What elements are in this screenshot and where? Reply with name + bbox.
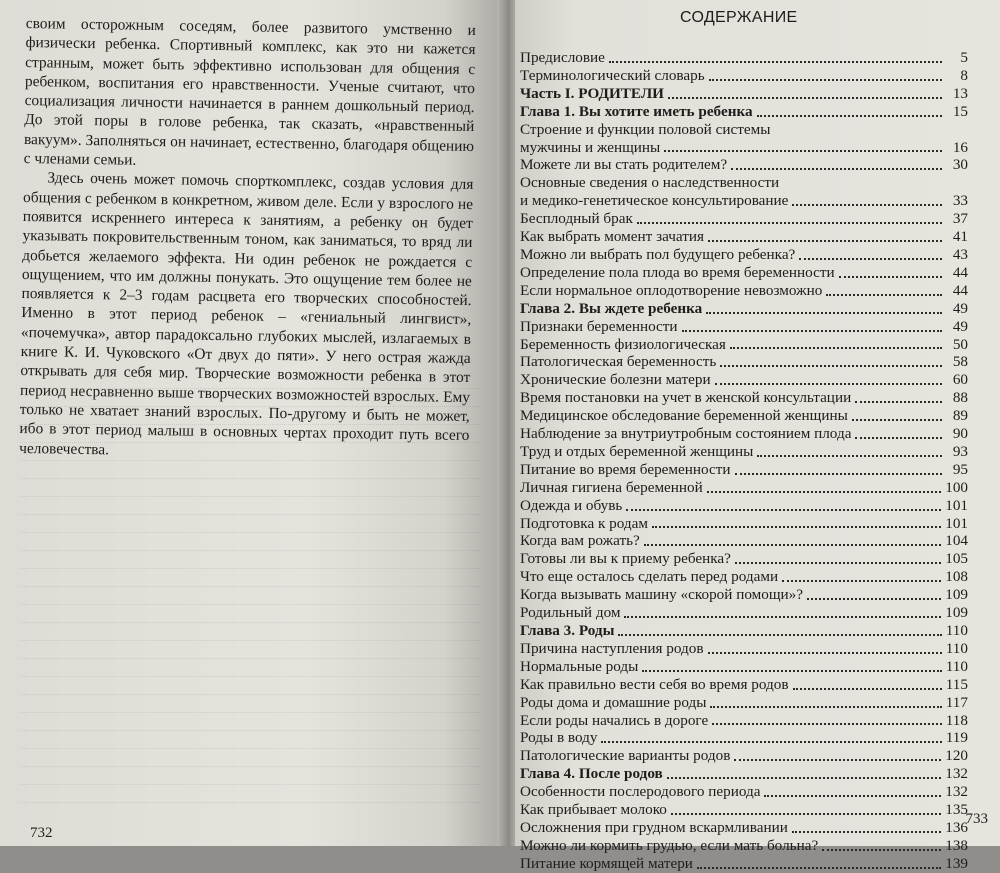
- toc-leader-dots: [715, 383, 942, 385]
- toc-entry-title: Можно ли выбрать пол будущего ребенка?: [520, 245, 796, 263]
- toc-leader-dots: [822, 849, 941, 851]
- toc-entry: [520, 192, 968, 210]
- toc-leader-dots: [664, 150, 942, 152]
- toc-entry: [520, 676, 968, 694]
- toc-leader-dots: [764, 795, 941, 797]
- toc-entry-title: Хронические болезни матери: [520, 371, 711, 389]
- toc-entry-page: 120: [945, 747, 968, 765]
- toc-entry-title: Определение пола плода во время беременности: [520, 263, 835, 281]
- toc-entry-page: 138: [945, 836, 968, 854]
- toc-entry-title: Патологические варианты родов: [520, 747, 731, 765]
- toc-leader-dots: [707, 491, 941, 493]
- toc-leader-dots: [671, 813, 941, 815]
- toc-entry-page: 33: [952, 192, 968, 210]
- toc-entry-title: Бесплодный брак: [520, 210, 633, 228]
- toc-entry: [520, 425, 968, 443]
- toc-entry-page: 44: [952, 281, 968, 299]
- toc-leader-dots: [782, 580, 941, 582]
- toc-entry-title: Когда вам рожать?: [520, 532, 640, 550]
- toc-leader-dots: [735, 562, 941, 564]
- toc-entry-page: 49: [952, 317, 968, 335]
- left-page: [0, 0, 505, 846]
- toc-entry-title: Как прибывает молоко: [520, 801, 667, 819]
- toc-entry: [520, 336, 968, 354]
- toc-entry: [520, 228, 968, 246]
- toc-entry-page: 44: [952, 263, 968, 281]
- toc-entry: [520, 49, 968, 67]
- toc-entry-title: Питание кормящей матери: [520, 854, 693, 872]
- toc-entry: [520, 801, 968, 819]
- toc-entry-title: Личная гигиена беременной: [520, 478, 703, 496]
- toc-entry: [520, 819, 968, 837]
- toc-entry: [520, 318, 968, 336]
- toc-leader-dots: [792, 831, 941, 833]
- toc-entry: [520, 658, 968, 676]
- toc-entry: [520, 300, 968, 318]
- toc-entry-page: 58: [952, 353, 968, 371]
- toc-entry-title: Подготовка к родам: [520, 514, 648, 532]
- toc-entry-title: Медицинское обследование беременной женщины: [520, 407, 848, 425]
- toc-entry-title: Нормальные роды: [520, 657, 639, 675]
- toc-entry: [520, 264, 968, 282]
- toc-entry-page: 43: [952, 245, 968, 263]
- toc-entry-page: 109: [945, 586, 968, 604]
- toc-entry-page: 105: [945, 550, 968, 568]
- toc-entry-page: 60: [952, 371, 968, 389]
- toc-entry-page: 117: [945, 693, 968, 711]
- toc-entry: [520, 479, 968, 497]
- toc-entry-title: и медико-генетическое консультирование: [520, 192, 789, 210]
- toc-leader-dots: [706, 312, 942, 314]
- toc-entry-page: 15: [952, 102, 968, 120]
- toc-entry: [520, 85, 968, 103]
- toc-entry-title: Особенности послеродового периода: [520, 783, 761, 801]
- toc-leader-dots: [708, 652, 942, 654]
- toc-entry-page: 110: [945, 622, 968, 639]
- toc-entry-page: 110: [945, 657, 968, 675]
- page-number-right: 733: [965, 811, 988, 827]
- toc-entry-page: 8: [960, 66, 968, 84]
- toc-entry-title: Когда вызывать машину «скорой помощи»?: [520, 586, 803, 604]
- toc-entry: [520, 515, 968, 533]
- toc-leader-dots: [652, 526, 941, 528]
- toc-entry-page: 108: [945, 568, 968, 586]
- toc-leader-dots: [667, 777, 941, 779]
- toc-entry-title: Основные сведения о наследственности: [520, 174, 780, 192]
- toc-leader-dots: [601, 741, 941, 743]
- toc-entry-page: 118: [945, 711, 968, 729]
- toc-entry-page: 104: [945, 532, 968, 550]
- toc-entry-title: Можно ли кормить грудью, если мать больна?: [520, 836, 819, 854]
- toc-entry-page: 110: [945, 639, 968, 657]
- toc-entry-page: 5: [960, 49, 968, 66]
- toc-leader-dots: [708, 240, 942, 242]
- toc-leader-dots: [730, 347, 942, 349]
- toc-entry-page: 132: [945, 783, 968, 801]
- toc-entry: [520, 604, 968, 622]
- toc-entry-page: 13: [952, 84, 968, 102]
- toc-entry: [520, 712, 968, 730]
- toc-leader-dots: [793, 688, 942, 690]
- toc-entry-page: 132: [945, 765, 968, 783]
- toc-entry: [520, 389, 968, 407]
- toc-leader-dots: [712, 723, 942, 725]
- toc-leader-dots: [799, 258, 942, 260]
- toc-entry-title: Причина наступления родов: [520, 639, 704, 657]
- toc-leader-dots: [855, 401, 942, 403]
- toc-entry-page: 101: [945, 514, 968, 532]
- toc-entry: [520, 353, 968, 371]
- toc-entry-page: 139: [945, 854, 968, 872]
- toc-entry-title: Если нормальное оплодотворение невозможно: [520, 281, 823, 299]
- toc-entry-title: Как выбрать момент зачатия: [520, 228, 704, 246]
- toc-leader-dots: [731, 168, 942, 170]
- toc-entry: [520, 747, 968, 765]
- toc-entry-page: 109: [945, 604, 968, 622]
- toc-entry-page: 93: [952, 442, 968, 460]
- toc-leader-dots: [644, 544, 941, 546]
- toc-entry-title: Глава 2. Вы ждете ребенка: [520, 299, 703, 317]
- toc-leader-dots: [839, 276, 942, 278]
- toc-leader-dots: [807, 598, 941, 600]
- toc-entry-title: Труд и отдых беременной женщины: [520, 442, 754, 460]
- toc-leader-dots: [855, 437, 942, 439]
- toc-entry: [520, 174, 968, 192]
- toc-leader-dots: [710, 706, 941, 708]
- toc-entry-title: Одежда и обувь: [520, 496, 623, 514]
- toc-entry-title: Готовы ли вы к приему ребенка?: [520, 550, 731, 568]
- toc-entry: [520, 783, 968, 801]
- toc-entry-page: 95: [952, 460, 968, 478]
- toc-entry: [520, 156, 968, 174]
- toc-entry-page: 89: [952, 407, 968, 425]
- toc-entry-title: Время постановки на учет в женской консультации: [520, 389, 852, 407]
- toc-leader-dots: [609, 61, 942, 63]
- toc-entry: [520, 550, 968, 568]
- toc-entry-title: Роды в воду: [520, 729, 598, 747]
- toc-leader-dots: [697, 867, 941, 869]
- left-page-body: [19, 14, 476, 465]
- toc-entry: [520, 461, 968, 479]
- page-number-left: 732: [30, 825, 53, 841]
- toc-entry-title: Осложнения при грудном вскармливании: [520, 818, 788, 836]
- toc-entry-page: 136: [945, 818, 968, 836]
- paragraph: Здесь очень может помочь спорткомплекс, создав условия для общения с ребенком в конкретном, живом деле. Если у взрослого не появится искреннего интереса к занятиям, а ребенку он будет указывать покровительственным тоном, как заниматься, то вряд ли добьется желаемого эффекта. Ни один ребенок не рождается с ощущением, что им должны понукать. Это ощущение тем более не появляется к 2–3 годам расцвета его творческих способностей. Именно в этот период ребенок – «гениальный лингвист», «почемучка», автор парадоксально глубоких мыслей, излагаемых в книге К. И. Чуковского «От двух до пяти». У него острая жажда открывать для себя мир. Творческие возможности ребенка в этот период несравненно выше творческих возможностей взрослых. Ему только не хватает знаний взрослых. По-другому и быть не может, ибо в этот период малыш в основных чертах проходит путь всего человечества.: [19, 169, 474, 458]
- toc-entry-page: 49: [952, 299, 968, 317]
- toc-entry: [520, 371, 968, 389]
- toc-entry-title: Глава 4. После родов: [520, 765, 663, 783]
- toc-entry-title: мужчины и женщины: [520, 138, 661, 156]
- toc-entry-page: 100: [945, 478, 968, 496]
- toc-entry: [520, 282, 968, 300]
- toc-entry: [520, 729, 968, 747]
- paragraph: своим осторожным соседям, более развитого умственно и физически ребенка. Спортивный комплекс, как это ни кажется странным, может быть эффективно использован для общения с ребенком, воспитания его нравственности. Ученые считают, что социализация личности начинается в раннем дошкольный период. До этой поры в голове ребенка, так сказать, «нравственный вакуум». Заполняться он начинает, естественно, благодаря общению с членами семьи.: [23, 14, 476, 169]
- toc-entry: [520, 103, 968, 121]
- toc-entry: [520, 568, 968, 586]
- toc-entry-page: 88: [952, 389, 968, 407]
- toc-entry: [520, 67, 968, 85]
- toc-entry-page: 41: [952, 228, 968, 246]
- toc-entry: [520, 586, 968, 604]
- toc-entry: [520, 443, 968, 461]
- toc-entry-title: Роды дома и домашние роды: [520, 693, 707, 711]
- toc-entry-title: Можете ли вы стать родителем?: [520, 156, 728, 174]
- toc-title: СОДЕРЖАНИЕ: [680, 9, 798, 26]
- toc-entry: [520, 694, 968, 712]
- toc-leader-dots: [826, 294, 942, 296]
- toc-entry-page: 101: [945, 496, 968, 514]
- toc-leader-dots: [757, 455, 942, 457]
- toc-entry-page: 37: [952, 210, 968, 228]
- toc-entry-page: 30: [952, 156, 968, 174]
- toc-leader-dots: [735, 473, 943, 475]
- toc-entry-page: 119: [945, 729, 968, 747]
- toc-entry: [520, 210, 968, 228]
- toc-entry-title: Что еще осталось сделать перед родами: [520, 568, 779, 586]
- toc-entry-title: Родильный дом: [520, 604, 621, 622]
- toc-entry: [520, 855, 968, 873]
- toc-entry-page: 115: [945, 675, 968, 693]
- table-of-contents: [520, 49, 968, 873]
- toc-leader-dots: [642, 670, 941, 672]
- toc-entry-title: Часть I. РОДИТЕЛИ: [520, 84, 664, 102]
- toc-leader-dots: [637, 222, 942, 224]
- toc-entry: [520, 407, 968, 425]
- toc-entry-title: Предисловие: [520, 49, 605, 66]
- toc-leader-dots: [668, 97, 942, 99]
- toc-leader-dots: [792, 204, 942, 206]
- toc-entry-title: Патологическая беременность: [520, 353, 717, 371]
- toc-entry: [520, 622, 968, 640]
- toc-entry-title: Глава 3. Роды: [520, 622, 615, 639]
- toc-entry-title: Признаки беременности: [520, 317, 678, 335]
- toc-entry-title: Если роды начались в дороге: [520, 711, 709, 729]
- toc-entry-title: Строение и функции половой системы: [520, 120, 771, 138]
- toc-entry-title: Глава 1. Вы хотите иметь ребенка: [520, 102, 753, 120]
- toc-leader-dots: [734, 759, 941, 761]
- toc-leader-dots: [709, 79, 942, 81]
- toc-entry-title: Беременность физиологическая: [520, 335, 726, 353]
- toc-entry: [520, 246, 968, 264]
- toc-entry: [520, 765, 968, 783]
- toc-leader-dots: [624, 616, 941, 618]
- toc-leader-dots: [626, 509, 941, 511]
- toc-entry-page: 50: [952, 335, 968, 353]
- toc-entry-page: 135: [945, 801, 968, 819]
- toc-entry-title: Наблюдение за внутриутробным состоянием плода: [520, 425, 852, 443]
- toc-entry-title: Как правильно вести себя во время родов: [520, 675, 789, 693]
- toc-leader-dots: [618, 634, 941, 636]
- toc-leader-dots: [720, 365, 942, 367]
- toc-entry: [520, 497, 968, 515]
- toc-entry: [520, 121, 968, 139]
- toc-entry: [520, 139, 968, 157]
- toc-entry-page: 16: [952, 138, 968, 156]
- toc-entry-page: 90: [952, 425, 968, 443]
- toc-entry: [520, 532, 968, 550]
- toc-entry: [520, 640, 968, 658]
- toc-entry-title: Терминологический словарь: [520, 66, 705, 84]
- toc-entry-title: Питание во время беременности: [520, 460, 731, 478]
- toc-leader-dots: [682, 330, 942, 332]
- toc-leader-dots: [757, 115, 942, 117]
- toc-leader-dots: [852, 419, 942, 421]
